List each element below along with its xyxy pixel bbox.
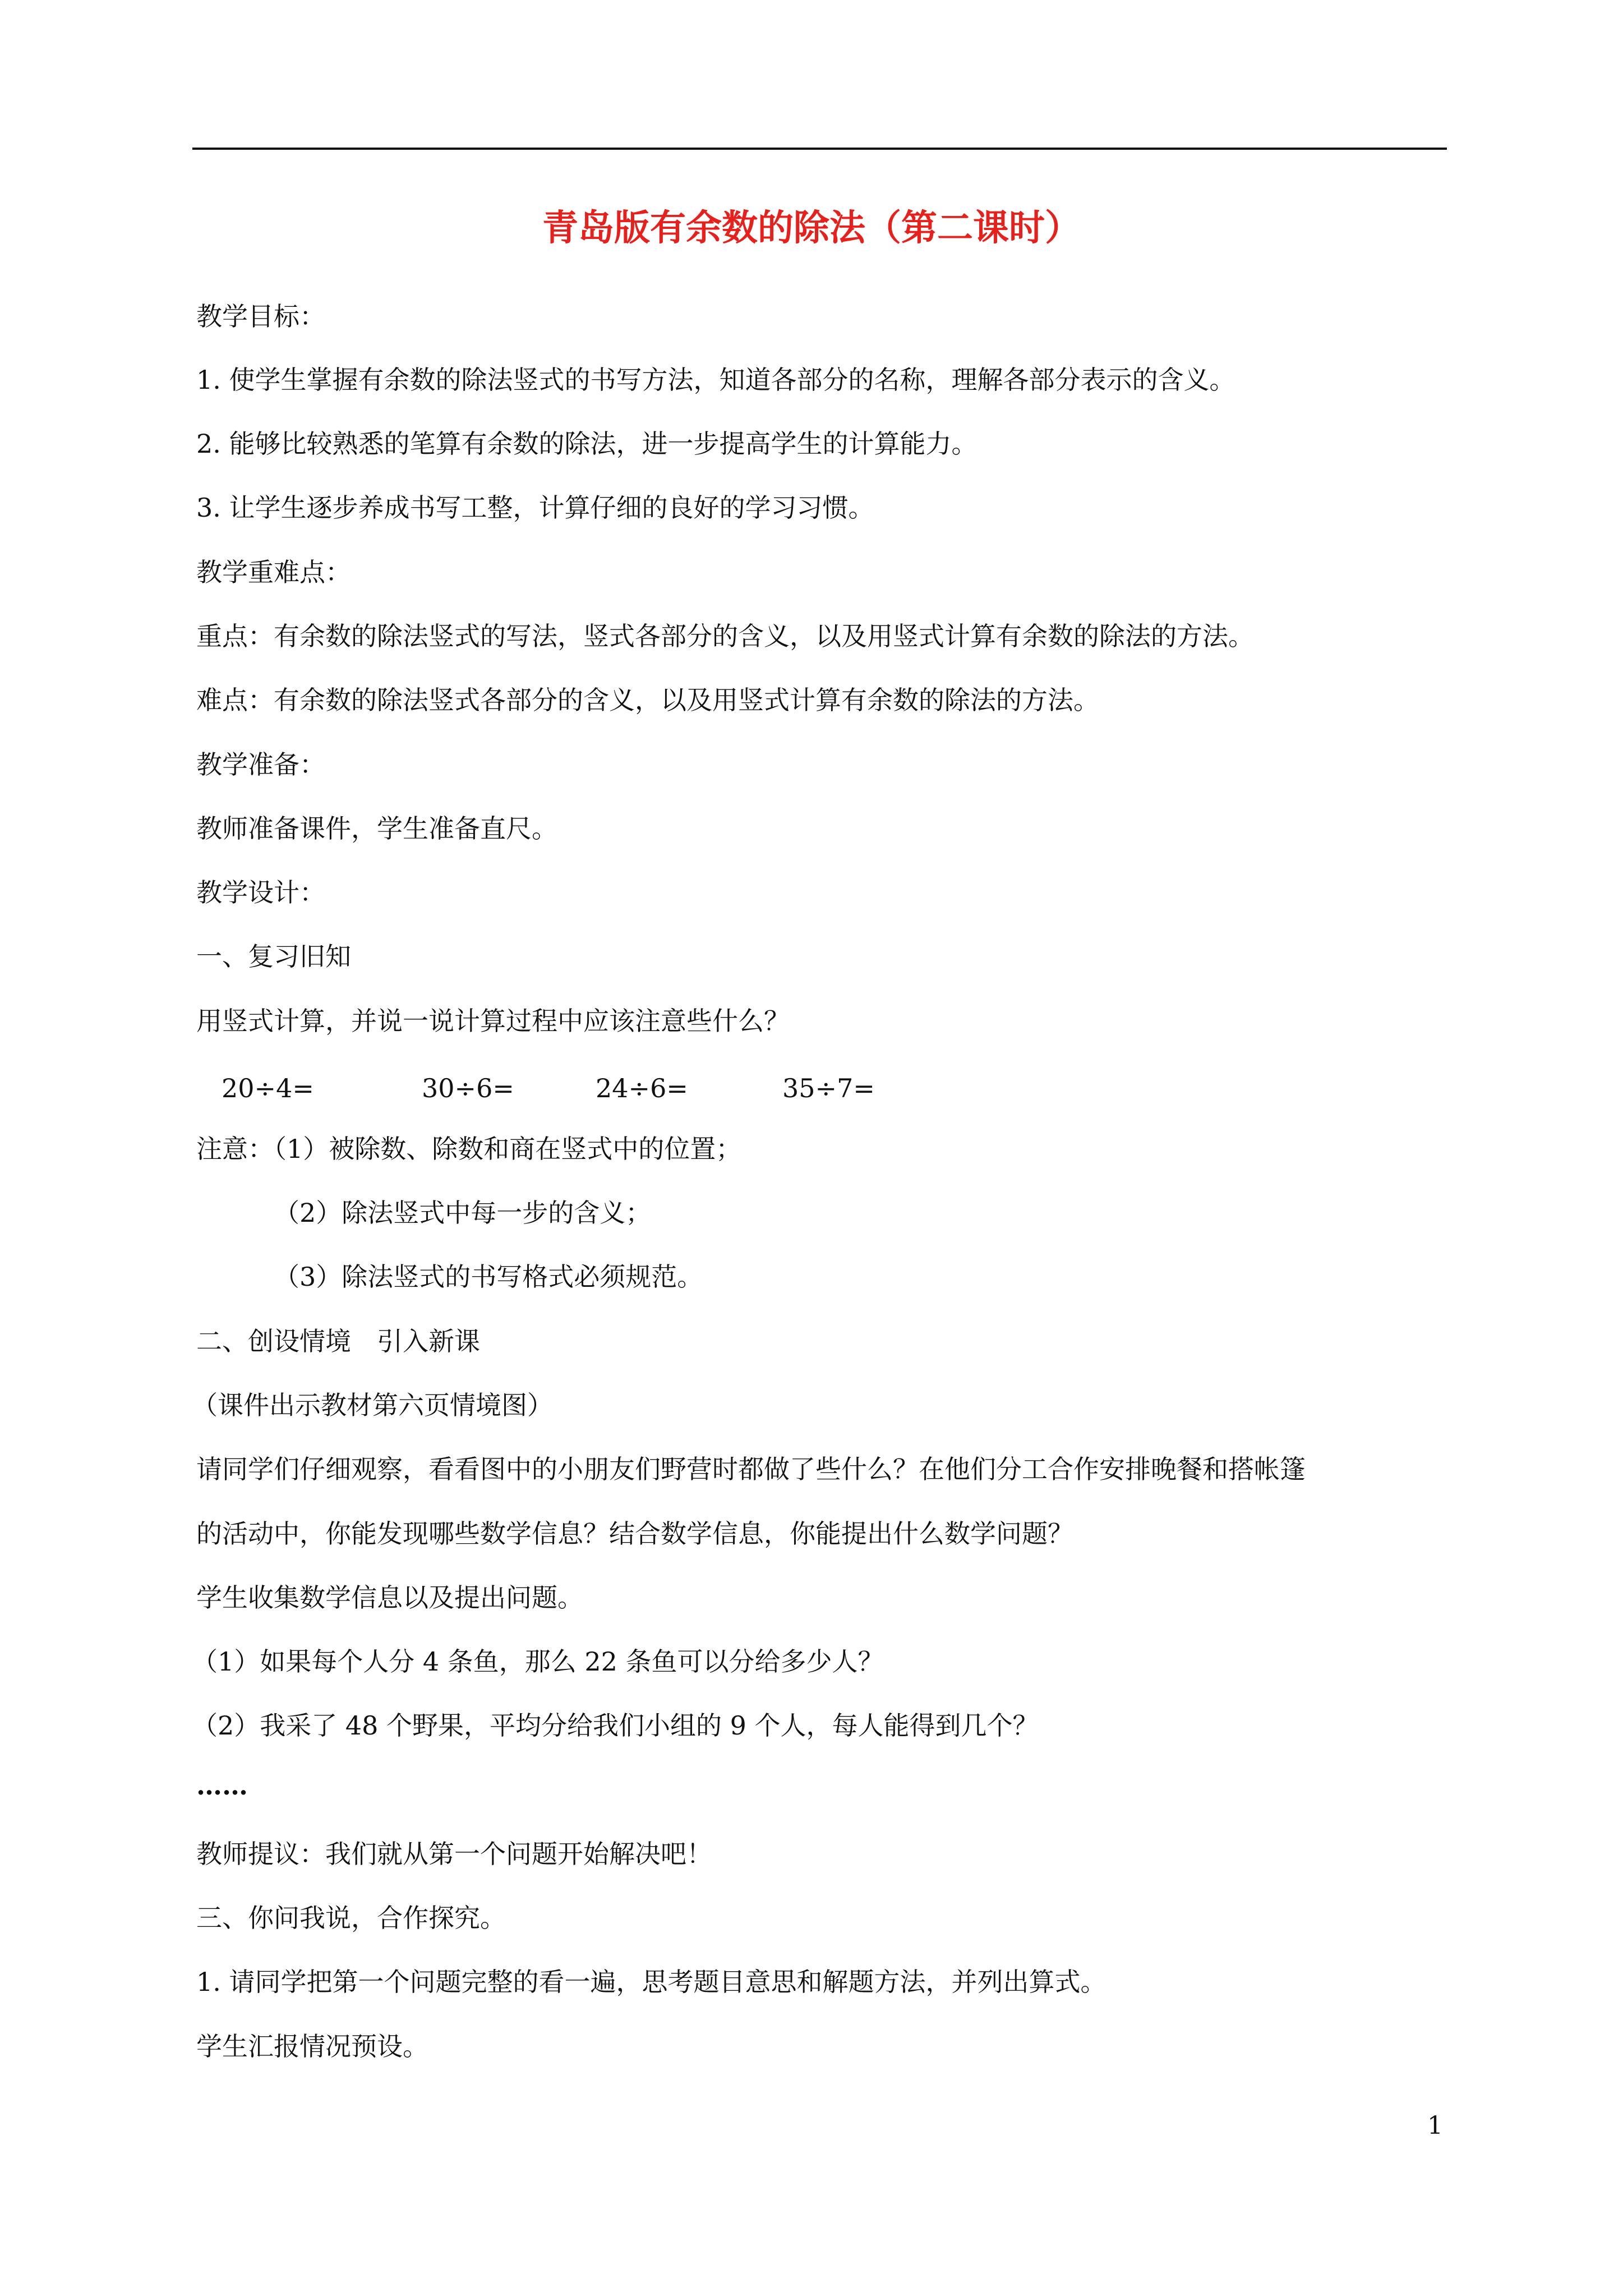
section3-title: 三、你问我说，合作探究。 bbox=[196, 1903, 506, 1933]
section3-step-1: 1. 请同学把第一个问题完整的看一遍，思考题目意思和解题方法，并列出算式。 bbox=[196, 1967, 1106, 1997]
calculation-1: 20÷4= bbox=[222, 1073, 314, 1103]
observation-paragraph-line-1: 请同学们仔细观察，看看图中的小朋友们野营时都做了些什么？在他们分工合作安排晚餐和搭帐篷 bbox=[196, 1454, 1306, 1484]
collect-info-text: 学生收集数学信息以及提出问题。 bbox=[196, 1582, 583, 1613]
objective-item-2: 2. 能够比较熟悉的笔算有余数的除法，进一步提高学生的计算能力。 bbox=[196, 429, 978, 459]
note-2: （2）除法竖式中每一步的含义； bbox=[274, 1198, 652, 1228]
note-3: （3）除法竖式的书写格式必须规范。 bbox=[274, 1262, 703, 1292]
question-1: （1）如果每个人分 4 条鱼，那么 22 条鱼可以分给多少人？ bbox=[192, 1646, 884, 1677]
preparation-content: 教师准备课件，学生准备直尺。 bbox=[196, 813, 557, 844]
section1-prompt: 用竖式计算，并说一说计算过程中应该注意些什么？ bbox=[196, 1006, 790, 1036]
key-point-focus: 重点：有余数的除法竖式的写法，竖式各部分的含义，以及用竖式计算有余数的除法的方法。 bbox=[196, 621, 1254, 651]
page-number: 1 bbox=[1427, 2111, 1443, 2140]
question-2: （2）我采了 48 个野果，平均分给我们小组的 9 个人，每人能得到几个？ bbox=[192, 1710, 1039, 1741]
ellipsis: …… bbox=[196, 1770, 248, 1801]
calculation-4: 35÷7= bbox=[782, 1073, 875, 1103]
section1-title: 一、复习旧知 bbox=[196, 941, 351, 972]
key-point-difficulty: 难点：有余数的除法竖式各部分的含义，以及用竖式计算有余数的除法的方法。 bbox=[196, 685, 1099, 715]
key-points-heading: 教学重难点： bbox=[196, 557, 351, 587]
document-title: 青岛版有余数的除法（第二课时） bbox=[542, 207, 1081, 249]
objective-item-3: 3. 让学生逐步养成书写工整，计算仔细的良好的学习习惯。 bbox=[196, 493, 874, 523]
objectives-heading: 教学目标： bbox=[196, 301, 325, 332]
calculation-row bbox=[0, 1075, 1623, 1109]
observation-paragraph-line-2: 的活动中，你能发现哪些数学信息？结合数学信息，你能提出什么数学问题？ bbox=[196, 1519, 1073, 1549]
section2-title: 二、创设情境 引入新课 bbox=[196, 1326, 480, 1356]
calculation-3: 24÷6= bbox=[596, 1073, 688, 1103]
note-1: 注意：（1）被除数、除数和商在竖式中的位置； bbox=[196, 1134, 742, 1164]
preparation-heading: 教学准备： bbox=[196, 749, 325, 780]
calculation-2: 30÷6= bbox=[422, 1073, 514, 1103]
teacher-suggestion: 教师提议：我们就从第一个问题开始解决吧！ bbox=[196, 1839, 712, 1869]
courseware-note: （课件出示教材第六页情境图） bbox=[192, 1390, 553, 1420]
objective-item-1: 1. 使学生掌握有余数的除法竖式的书写方法，知道各部分的名称，理解各部分表示的含义。 bbox=[196, 365, 1235, 395]
report-preset: 学生汇报情况预设。 bbox=[196, 2031, 428, 2062]
header-rule bbox=[192, 148, 1447, 150]
design-heading: 教学设计： bbox=[196, 877, 325, 908]
